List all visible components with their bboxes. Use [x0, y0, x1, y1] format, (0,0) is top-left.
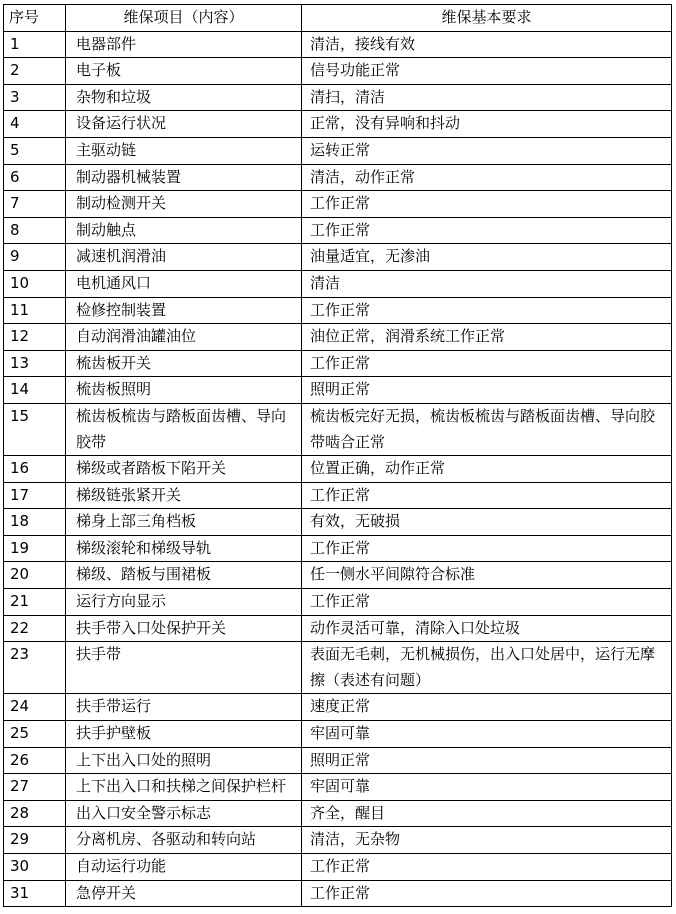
row-number-cell: 18: [4, 509, 66, 536]
table-row: [4, 774, 672, 801]
row-number-cell: 29: [4, 827, 66, 854]
table-row: [4, 482, 672, 509]
requirement-cell: 任一侧水平间隙符合标准: [302, 562, 672, 589]
table-body: [4, 31, 672, 907]
maintenance-item-cell: 制动触点: [66, 217, 302, 244]
maintenance-item-cell: 电机通风口: [66, 270, 302, 297]
table-row: [4, 880, 672, 907]
maintenance-item-cell: 杂物和垃圾: [66, 84, 302, 111]
row-number-cell: 27: [4, 774, 66, 801]
table-row: [4, 615, 672, 642]
table-row: [4, 747, 672, 774]
table-row: [4, 191, 672, 218]
maintenance-item-cell: 减速机润滑油: [66, 244, 302, 271]
row-number-cell: 14: [4, 377, 66, 404]
requirement-cell: 工作正常: [302, 350, 672, 377]
row-number-cell: 17: [4, 482, 66, 509]
table-row: [4, 377, 672, 404]
table-row: [4, 694, 672, 721]
row-number-cell: 6: [4, 164, 66, 191]
requirement-cell: 照明正常: [302, 747, 672, 774]
maintenance-item-cell: 扶手带: [66, 642, 302, 694]
row-number-cell: 9: [4, 244, 66, 271]
maintenance-item-cell: 电子板: [66, 58, 302, 85]
table-row: [4, 31, 672, 58]
table-row: [4, 535, 672, 562]
table-row: [4, 244, 672, 271]
requirement-cell: 清洁，动作正常: [302, 164, 672, 191]
maintenance-item-cell: 自动润滑油罐油位: [66, 324, 302, 351]
table-row: [4, 827, 672, 854]
row-number-cell: 20: [4, 562, 66, 589]
requirement-cell: 工作正常: [302, 482, 672, 509]
table-row: [4, 854, 672, 881]
requirement-cell: 工作正常: [302, 297, 672, 324]
maintenance-item-cell: 分离机房、各驱动和转向站: [66, 827, 302, 854]
maintenance-item-cell: 扶手护壁板: [66, 721, 302, 748]
header-item: 维保项目（内容）: [66, 5, 302, 32]
requirement-cell: 清扫，清洁: [302, 84, 672, 111]
row-number-cell: 4: [4, 111, 66, 138]
row-number-cell: 3: [4, 84, 66, 111]
row-number-cell: 28: [4, 800, 66, 827]
row-number-cell: 13: [4, 350, 66, 377]
maintenance-item-cell: 上下出入口处的照明: [66, 747, 302, 774]
row-number-cell: 2: [4, 58, 66, 85]
maintenance-item-cell: 梯级滚轮和梯级导轨: [66, 535, 302, 562]
maintenance-item-cell: 梳齿板梳齿与踏板面齿槽、导向胶带: [66, 403, 302, 455]
row-number-cell: 30: [4, 854, 66, 881]
requirement-cell: 齐全，醒目: [302, 800, 672, 827]
maintenance-item-cell: 制动器机械装置: [66, 164, 302, 191]
maintenance-item-cell: 梯级、踏板与围裙板: [66, 562, 302, 589]
table-row: [4, 164, 672, 191]
maintenance-item-cell: 设备运行状况: [66, 111, 302, 138]
table-row: [4, 297, 672, 324]
requirement-cell: 照明正常: [302, 377, 672, 404]
row-number-cell: 22: [4, 615, 66, 642]
table-row: [4, 137, 672, 164]
row-number-cell: 25: [4, 721, 66, 748]
header-requirement: 维保基本要求: [302, 5, 672, 32]
maintenance-item-cell: 自动运行功能: [66, 854, 302, 881]
requirement-cell: 工作正常: [302, 191, 672, 218]
maintenance-item-cell: 主驱动链: [66, 137, 302, 164]
maintenance-item-cell: 电器部件: [66, 31, 302, 58]
maintenance-item-cell: 梳齿板开关: [66, 350, 302, 377]
maintenance-item-cell: 检修控制装置: [66, 297, 302, 324]
requirement-cell: 正常，没有异响和抖动: [302, 111, 672, 138]
table-row: [4, 509, 672, 536]
requirement-cell: 油位正常，润滑系统工作正常: [302, 324, 672, 351]
requirement-cell: 信号功能正常: [302, 58, 672, 85]
requirement-cell: 清洁: [302, 270, 672, 297]
maintenance-item-cell: 扶手带运行: [66, 694, 302, 721]
table-row: [4, 350, 672, 377]
table-row: [4, 111, 672, 138]
row-number-cell: 11: [4, 297, 66, 324]
row-number-cell: 7: [4, 191, 66, 218]
table-row: [4, 800, 672, 827]
table-row: [4, 642, 672, 694]
requirement-cell: 表面无毛刺，无机械损伤，出入口处居中，运行无摩擦（表述有问题）: [302, 642, 672, 694]
requirement-cell: 工作正常: [302, 854, 672, 881]
table-row: [4, 270, 672, 297]
requirement-cell: 有效，无破损: [302, 509, 672, 536]
row-number-cell: 8: [4, 217, 66, 244]
requirement-cell: 油量适宜，无渗油: [302, 244, 672, 271]
requirement-cell: 牢固可靠: [302, 721, 672, 748]
header-row: [4, 5, 672, 32]
maintenance-item-cell: 急停开关: [66, 880, 302, 907]
requirement-cell: 梳齿板完好无损，梳齿板梳齿与踏板面齿槽、导向胶带啮合正常: [302, 403, 672, 455]
row-number-cell: 5: [4, 137, 66, 164]
requirement-cell: 清洁，无杂物: [302, 827, 672, 854]
maintenance-item-cell: 扶手带入口处保护开关: [66, 615, 302, 642]
maintenance-item-cell: 运行方向显示: [66, 589, 302, 616]
row-number-cell: 12: [4, 324, 66, 351]
table-row: [4, 324, 672, 351]
requirement-cell: 工作正常: [302, 589, 672, 616]
requirement-cell: 牢固可靠: [302, 774, 672, 801]
row-number-cell: 10: [4, 270, 66, 297]
requirement-cell: 工作正常: [302, 535, 672, 562]
maintenance-table: [3, 4, 672, 907]
table-row: [4, 721, 672, 748]
row-number-cell: 31: [4, 880, 66, 907]
table-row: [4, 84, 672, 111]
requirement-cell: 工作正常: [302, 880, 672, 907]
row-number-cell: 19: [4, 535, 66, 562]
table-row: [4, 589, 672, 616]
table-row: [4, 403, 672, 455]
requirement-cell: 位置正确，动作正常: [302, 456, 672, 483]
table-row: [4, 456, 672, 483]
requirement-cell: 速度正常: [302, 694, 672, 721]
maintenance-item-cell: 出入口安全警示标志: [66, 800, 302, 827]
header-no: 序号: [4, 5, 66, 32]
requirement-cell: 动作灵活可靠，清除入口处垃圾: [302, 615, 672, 642]
maintenance-item-cell: 制动检测开关: [66, 191, 302, 218]
table-header: [4, 5, 672, 32]
row-number-cell: 16: [4, 456, 66, 483]
row-number-cell: 21: [4, 589, 66, 616]
requirement-cell: 工作正常: [302, 217, 672, 244]
row-number-cell: 15: [4, 403, 66, 455]
row-number-cell: 26: [4, 747, 66, 774]
maintenance-item-cell: 梯级或者踏板下陷开关: [66, 456, 302, 483]
maintenance-item-cell: 梳齿板照明: [66, 377, 302, 404]
maintenance-item-cell: 梯身上部三角档板: [66, 509, 302, 536]
maintenance-item-cell: 梯级链张紧开关: [66, 482, 302, 509]
table-row: [4, 562, 672, 589]
requirement-cell: 运转正常: [302, 137, 672, 164]
row-number-cell: 1: [4, 31, 66, 58]
maintenance-item-cell: 上下出入口和扶梯之间保护栏杆: [66, 774, 302, 801]
row-number-cell: 24: [4, 694, 66, 721]
table-row: [4, 58, 672, 85]
requirement-cell: 清洁，接线有效: [302, 31, 672, 58]
table-row: [4, 217, 672, 244]
row-number-cell: 23: [4, 642, 66, 694]
